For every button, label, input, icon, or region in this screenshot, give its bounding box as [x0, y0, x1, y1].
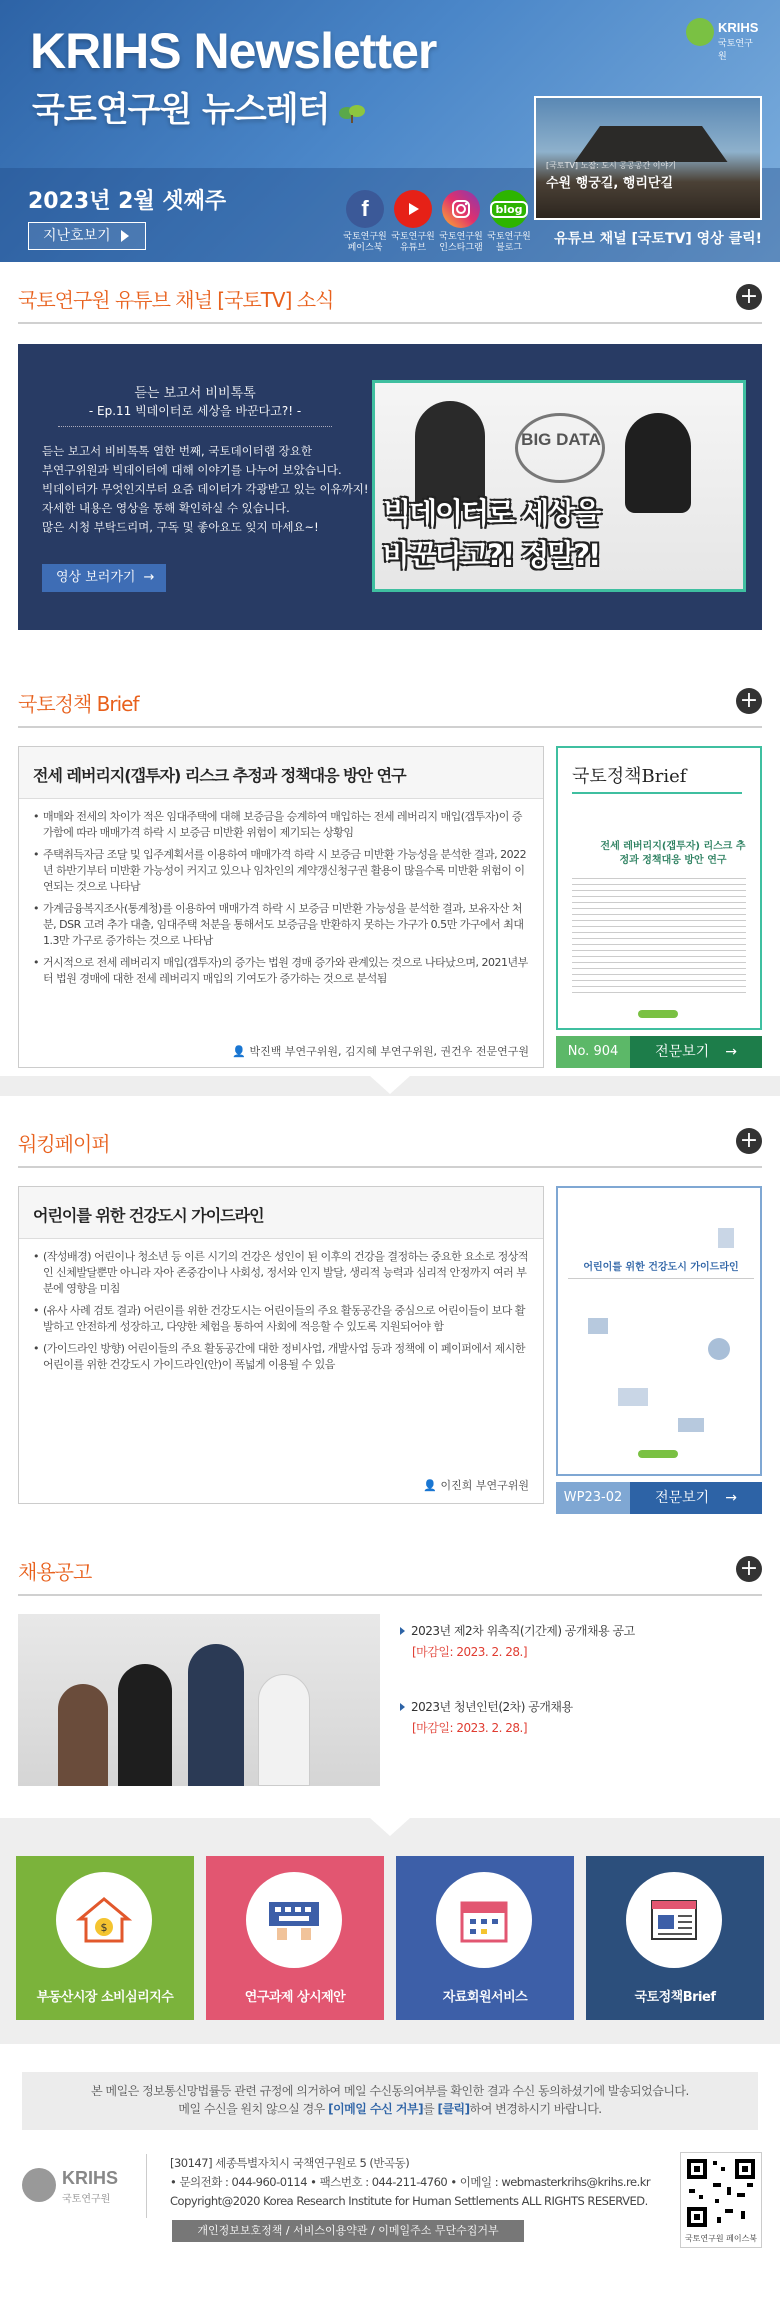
house-coin-icon [56, 1872, 152, 1968]
section-title: 국토정책 Brief [18, 692, 139, 716]
notice-text: 메일 수신을 원치 않으실 경우 [178, 2102, 329, 2116]
bullet-item: • 주택취득자금 조달 및 입주계획서를 이용하여 매매가격 하락 시 보증금 미반환 가능성을 분석한 결과, 2022년 하반기부터 미반환 가능성이 커지고 있으나 임차인의 계약갱신청구권 활용이 많을수록 미반환 위험이 이연되는 것으로 나타남 [33, 847, 529, 895]
working-card[interactable] [18, 1186, 544, 1504]
working-number: WP23-02 [556, 1482, 630, 1514]
logo-sub: 국토연구원 [718, 39, 753, 62]
click-link[interactable]: [클릭] [437, 2102, 470, 2116]
footer-copyright: Copyright@2020 Korea Research Institute for Human Settlements ALL RIGHTS RESERVED. [170, 2194, 648, 2208]
desc-line: 자세한 내용은 영상을 통해 확인하실 수 있습니다. [42, 501, 290, 515]
footer-divider [146, 2154, 147, 2218]
title-ko [32, 82, 367, 131]
footer-info [170, 2154, 650, 2211]
social-label: 국토연구원 페이스북 [343, 232, 387, 253]
header [0, 0, 780, 262]
section-head-working [0, 1106, 780, 1176]
quick-links [0, 1818, 780, 2044]
social-blog[interactable] [484, 190, 534, 254]
cover-headline: 어린이를 위한 건강도시 가이드라인 [583, 1262, 739, 1273]
section-title: 국토연구원 유튜브 채널 [국토TV] 소식 [18, 288, 334, 312]
section-divider [18, 1166, 762, 1168]
youtube-channel-link[interactable]: 유튜브 채널 [국토TV] 영상 클릭! [554, 231, 762, 247]
logo-mark-icon [686, 18, 714, 46]
person-image [188, 1644, 244, 1786]
bar-chart-icon [718, 1228, 734, 1248]
job-deadline: [마감일: 2023. 2. 28.] [412, 1721, 528, 1735]
section-divider [18, 1594, 762, 1596]
job-item[interactable] [400, 1622, 635, 1660]
unsubscribe-link[interactable]: [이메일 수신 거부] [328, 2102, 424, 2116]
footer-contact: • 문의전화 : 044-960-0114 • 팩스번호 : 044-211-4760 • 이메일 : webmasterkrihs@krihs.re.kr [170, 2175, 651, 2189]
more-plus-icon[interactable]: + [736, 284, 762, 310]
unsubscribe-notice [22, 2072, 758, 2130]
brief-card[interactable] [18, 746, 544, 1068]
cover-logo-icon [638, 1450, 678, 1458]
job-title: 2023년 제2차 위촉직(기간제) 공개채용 공고 [411, 1624, 635, 1638]
person-image [258, 1674, 310, 1786]
more-plus-icon[interactable]: + [736, 1128, 762, 1154]
prev-issue-label: 지난호보기 [43, 228, 111, 244]
social-youtube[interactable] [388, 190, 438, 254]
desc-line: 빅데이터가 무엇인지부터 요즘 데이터가 각광받고 있는 이유까지! [42, 482, 369, 496]
desc-line: 많은 시청 부탁드리며, 구독 및 좋아요도 잊지 마세요~! [42, 520, 319, 534]
view-label: 전문보기 [655, 1044, 710, 1060]
policy-links[interactable]: 개인정보보호정책 / 서비스이용약관 / 이메일주소 무단수집거부 [172, 2220, 524, 2242]
brief-cover[interactable] [556, 746, 762, 1030]
brief-authors [232, 1043, 529, 1059]
working-foot [556, 1482, 762, 1514]
more-plus-icon[interactable]: + [736, 688, 762, 714]
quick-policy-brief[interactable] [586, 1856, 764, 2020]
bus-icon [678, 1418, 704, 1432]
quick-label: 부동산시장 소비심리지수 [36, 1990, 174, 2005]
working-block [18, 1186, 762, 1512]
notice-line: 본 메일은 정보통신망법률등 관련 규정에 의거하여 메일 수신동의여부를 확인한 결과 수신 동의하셨기에 발송되었습니다. [91, 2084, 689, 2098]
watch-video-label: 영상 보러가기 [56, 570, 136, 585]
brief-foot [556, 1036, 762, 1068]
watch-video-button[interactable] [42, 564, 166, 592]
house-icon [588, 1318, 608, 1334]
episode-title: 듣는 보고서 비비톡톡 [134, 386, 256, 401]
brief-view-button[interactable] [630, 1036, 762, 1068]
bullet-item: • (가이드라인 방향) 어린이들의 주요 활동공간에 대한 정비사업, 개발사업 등과 정책에 이 페이퍼에서 제시한 어린이를 위한 건강도시 가이드라인(안)이 폭넓게 이용될 수 있음 [33, 1341, 529, 1373]
thumb-caption: 수원 행궁길, 행리단길 [546, 176, 674, 191]
arrow-right-icon: → [143, 570, 155, 585]
bullet-item: • (작성배경) 어린이나 청소년 등 이른 시기의 건강은 성인이 된 이후의 건강을 결정하는 중요한 요소로 정상적인 신체발달뿐만 아니라 자아 존중감이나 사회성, 정서와 인지 발달, 생리적 능력과 심리적 안정까지 여러 부분에 영향을 미침 [33, 1249, 529, 1297]
play-arrow-icon [121, 230, 129, 242]
palace-roof-image [566, 126, 736, 162]
youtube-block [18, 344, 762, 630]
social-label: 국토연구원 유튜브 [391, 232, 435, 253]
svg-text:$: $ [100, 1921, 108, 1934]
more-plus-icon[interactable]: + [736, 1556, 762, 1582]
section-title: 채용공고 [18, 1560, 92, 1584]
bullet-item: • 가계금융복지조사(통계청)를 이용하여 매매가격 하락 시 보증금 미반환 가능성을 분석한 결과, 보유자산 처분, DSR 고려 추가 대출, 임대주택 처분을 통해서도 보증금을 반환하지 못하는 가구가 0.5만 가구에서 최대 1.3만 가구로 증가하는 것으로 나타남 [33, 901, 529, 949]
bullet-item: • 거시적으로 전세 레버리지 매입(갭투자)의 증가는 법원 경매 증가와 관계있는 것으로 나타났으며, 2021년부터 법원 경매에 대한 전세 레버리지 매입의 기여도가 증가하는 것으로 분석됨 [33, 955, 529, 987]
youtube-icon [394, 190, 432, 228]
working-title: 어린이를 위한 건강도시 가이드라인 [19, 1187, 543, 1239]
brief-title: 전세 레버리지(갭투자) 리스크 추정과 정책대응 방안 연구 [19, 747, 543, 799]
quick-label: 국토정책Brief [634, 1990, 716, 2005]
video-poster[interactable] [372, 380, 746, 592]
person-icon: 👤 [423, 1479, 441, 1492]
section-head-youtube [0, 262, 780, 332]
quick-research-proposal[interactable] [206, 1856, 384, 2020]
cover-headline: 전세 레버리지(갭투자) 리스크 추정과 정책대응 방안 연구 [600, 841, 746, 866]
document-icon [626, 1872, 722, 1968]
job-title: 2023년 청년인턴(2차) 공개채용 [411, 1700, 573, 1714]
city-icon [618, 1388, 648, 1406]
section-title: 워킹페이퍼 [18, 1132, 110, 1156]
bullet-item: • 매매와 전세의 차이가 적은 임대주택에 대해 보증금을 승계하여 매입하는 전세 레버리지 매입(갭투자)이 증가함에 따라 매매가격 하락 시 보증금 미반환 위험이 제기되는 상황임 [33, 809, 529, 841]
prev-issue-button[interactable] [28, 222, 146, 250]
social-facebook[interactable] [340, 190, 390, 254]
quick-label: 자료회원서비스 [442, 1990, 528, 2005]
section-divider [18, 322, 762, 324]
leaf-icon [337, 101, 367, 123]
thumb-caption-small: [국토TV] 노잡: 도시 공공공간 이야기 [546, 161, 676, 170]
working-authors [423, 1477, 529, 1493]
footer-logo [22, 2164, 132, 2204]
poster-line1: 빅데이터로 세상을 [383, 496, 600, 530]
working-bullets [19, 1239, 543, 1373]
jobs-photo [18, 1614, 380, 1786]
section-divider [18, 726, 762, 728]
desc-line: 듣는 보고서 비비톡톡 열한 번째, 국토데이터랩 장요한 [42, 444, 312, 458]
quick-market-index[interactable] [16, 1856, 194, 2020]
authors-text: 박진백 부연구위원, 김지혜 부연구위원, 권건우 전문연구원 [249, 1045, 529, 1058]
poster-line2: 바꾼다고?! 정말?! [383, 538, 600, 572]
blog-icon: blog [490, 190, 528, 228]
working-cover[interactable] [556, 1186, 762, 1476]
krihs-logo[interactable] [686, 18, 759, 62]
logo-sub: 국토연구원 [62, 2194, 111, 2205]
bullet-arrow-icon [400, 1627, 405, 1635]
logo-text: KRIHS [718, 20, 759, 35]
poster-big-data: BIG DATA [521, 430, 601, 449]
cover-rule [572, 792, 742, 794]
social-label: 국토연구원 인스타그램 [439, 232, 483, 253]
dotted-divider [58, 426, 332, 427]
episode-subtitle: - Ep.11 빅데이터로 세상을 바꾼다고?! - [88, 404, 302, 418]
bullet-arrow-icon [400, 1703, 405, 1711]
issue-date: 2023년 2월 셋째주 [28, 189, 227, 214]
cover-rule [568, 1278, 754, 1279]
facebook-icon: f [346, 190, 384, 228]
social-instagram[interactable] [436, 190, 486, 254]
qr-code[interactable] [680, 2152, 762, 2248]
bullet-item: • (유사 사례 검토 결과) 어린이를 위한 건강도시는 어린이들의 주요 활동공간을 중심으로 어린이들이 보다 활발하고 안전하게 성장하고, 다양한 체험을 통하여 사회에 적응할 수 있도록 지원되어야 함 [33, 1303, 529, 1335]
brief-number: No. 904 [556, 1036, 630, 1068]
arrow-right-icon: → [725, 1490, 737, 1506]
brief-bullets [19, 799, 543, 987]
footer [0, 2140, 780, 2306]
person-icon: 👤 [232, 1045, 250, 1058]
job-item[interactable] [400, 1698, 573, 1736]
desc-line: 부연구위원과 빅데이터에 대해 이야기를 나누어 보았습니다. [42, 463, 342, 477]
person-right-image [625, 413, 691, 513]
quick-data-member[interactable] [396, 1856, 574, 2020]
brief-block [18, 746, 762, 1076]
cover-title: 국토정책Brief [572, 766, 687, 787]
logo-text: KRIHS [62, 2168, 119, 2188]
youtube-thumbnail[interactable] [534, 96, 762, 220]
keyboard-icon [246, 1872, 342, 1968]
section-head-jobs [0, 1534, 780, 1604]
instagram-icon [442, 190, 480, 228]
title-ko-text: 국토연구원 뉴스레터 [32, 90, 330, 130]
title-en: KRIHS Newsletter [30, 23, 437, 79]
person-image [58, 1684, 108, 1786]
quick-label: 연구과제 상시제안 [244, 1990, 346, 2005]
working-view-button[interactable] [630, 1482, 762, 1514]
authors-text: 이진희 부연구위원 [440, 1479, 529, 1492]
notice-line [22, 2100, 758, 2118]
notice-text: 하여 변경하시기 바랍니다. [469, 2102, 602, 2116]
job-deadline: [마감일: 2023. 2. 28.] [412, 1645, 528, 1659]
pie-chart-icon [708, 1338, 730, 1360]
social-label: 국토연구원 블로그 [487, 232, 531, 253]
cover-logo-icon [638, 1010, 678, 1018]
cover-text-lines [572, 878, 746, 998]
separator-arrow [370, 1818, 410, 1836]
qr-code-icon [681, 2153, 761, 2233]
arrow-right-icon: → [725, 1044, 737, 1060]
person-image [118, 1664, 172, 1786]
episode-description [42, 442, 372, 537]
footer-address: [30147] 세종특별자치시 국책연구원로 5 (반곡동) [170, 2156, 410, 2170]
separator-arrow [370, 1076, 410, 1094]
calendar-icon [436, 1872, 532, 1968]
qr-label: 국토연구원 페이스북 [684, 2234, 758, 2243]
notice-text: 를 [423, 2102, 438, 2116]
logo-mark-icon [22, 2168, 56, 2202]
jobs-block [18, 1614, 762, 1810]
view-label: 전문보기 [655, 1490, 710, 1506]
section-head-brief [0, 666, 780, 736]
